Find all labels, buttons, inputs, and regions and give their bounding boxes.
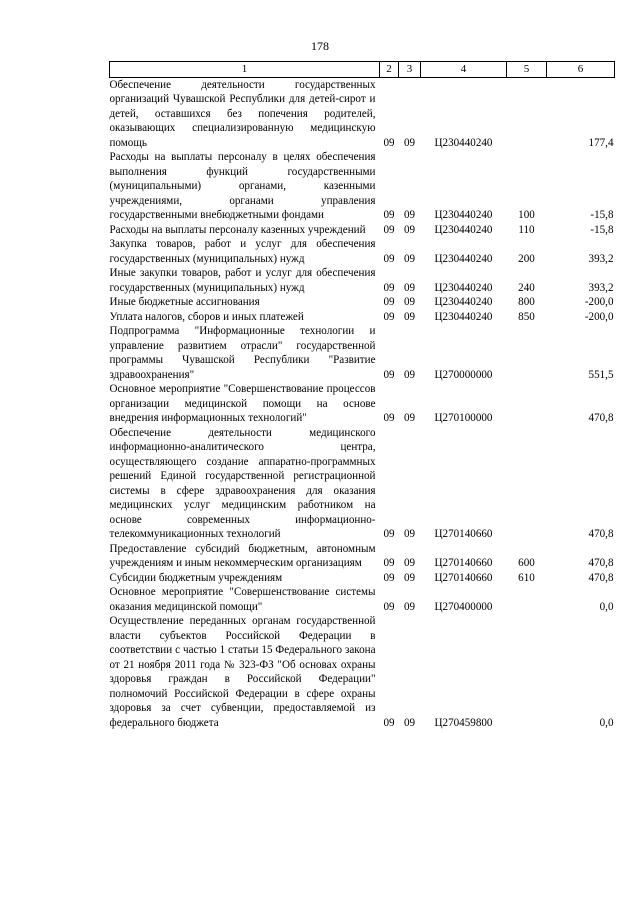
row-expense-type: 600 <box>518 557 535 569</box>
row-subsection: 09 <box>403 557 416 569</box>
row-subsection: 09 <box>403 296 416 308</box>
row-target-code: Ц270100000 <box>434 412 493 424</box>
row-name: Расходы на выплаты персоналу в целях обеспечения выполнения функций государственными (муниципальными) органами, казенными учреждениями, органами управления государственными внебюджетными фондами <box>109 151 376 221</box>
row-amount: 551,5 <box>588 368 614 381</box>
row-target-code: Ц270140660 <box>434 528 493 540</box>
row-amount: -200,0 <box>584 296 614 308</box>
col-header-target-code: 4 <box>421 62 507 78</box>
row-subsection: 09 <box>403 368 416 381</box>
page-number: 178 <box>311 39 329 53</box>
row-name: Субсидии бюджетным учреждениям <box>109 571 283 584</box>
row-target-code: Ц270459800 <box>434 716 493 729</box>
row-name: Закупка товаров, работ и услуг для обеспечения государственных (муниципальных) нужд <box>109 238 376 265</box>
row-subsection: 09 <box>403 412 416 424</box>
row-section: 09 <box>383 716 395 729</box>
row-subsection: 09 <box>403 716 416 729</box>
row-section: 09 <box>383 281 395 294</box>
row-subsection: 09 <box>403 136 416 149</box>
row-name: Подпрограмма "Информационные технологии и управление развитием отрасли" государственной программы Чувашской Республики "Развитие здравоохранения" <box>109 325 376 381</box>
row-expense-type: 850 <box>518 310 535 323</box>
row-section: 09 <box>383 528 395 540</box>
row-expense-type: 100 <box>518 209 535 221</box>
row-expense-type <box>507 77 547 150</box>
row-name: Обеспечение деятельности государственных организаций Чувашской Республики для детей-сирот и детей, оставшихся без попечения родителей, оказывающих специализированную медицинскую помощь <box>109 78 376 149</box>
row-section: 09 <box>383 296 395 308</box>
row-target-code: Ц270140660 <box>434 557 493 569</box>
row-section: 09 <box>383 310 395 323</box>
table-row <box>110 542 615 571</box>
table-row <box>110 266 615 295</box>
row-target-code: Ц230440240 <box>434 252 493 265</box>
table-row <box>110 382 615 426</box>
row-target-code: Ц270140660 <box>434 571 493 584</box>
row-target-code: Ц230440240 <box>434 223 493 236</box>
row-section: 09 <box>383 557 395 569</box>
row-amount: 393,2 <box>588 281 614 294</box>
row-subsection: 09 <box>403 571 416 584</box>
row-subsection: 09 <box>403 223 416 236</box>
row-section: 09 <box>383 412 395 424</box>
table-row <box>110 324 615 382</box>
budget-table <box>109 61 615 730</box>
row-expense-type <box>507 382 547 426</box>
table-row <box>110 585 615 614</box>
table-row <box>110 295 615 310</box>
row-name: Основное мероприятие "Совершенствование системы оказания медицинской помощи" <box>109 586 376 613</box>
row-target-code: Ц270400000 <box>434 600 493 613</box>
row-name: Расходы на выплаты персоналу казенных учреждений <box>109 223 366 236</box>
row-amount: -15,8 <box>590 209 614 221</box>
row-subsection: 09 <box>403 281 416 294</box>
row-amount: 470,8 <box>588 412 614 424</box>
row-amount: 470,8 <box>588 571 614 584</box>
row-expense-type <box>507 614 547 730</box>
table-row <box>110 614 615 730</box>
row-section: 09 <box>383 600 395 613</box>
row-name: Обеспечение деятельности медицинского информационно-аналитического центра, осуществляющего создание аппаратно-программных решений Единой государственной регистрационной системы в сфере здравоохранения для оказания медицинских услуг медицинским работником на основе современных информационно-телекоммуникационных технологий <box>109 426 376 540</box>
row-target-code: Ц230440240 <box>434 136 493 149</box>
row-subsection: 09 <box>403 528 416 540</box>
row-expense-type: 110 <box>518 223 535 236</box>
col-header-name: 1 <box>110 62 380 78</box>
row-expense-type: 800 <box>518 296 535 308</box>
row-name: Иные бюджетные ассигнования <box>109 296 260 308</box>
row-target-code: Ц230440240 <box>434 296 493 308</box>
table-row <box>110 426 615 542</box>
row-target-code: Ц270000000 <box>434 368 493 381</box>
table-row <box>110 237 615 266</box>
row-section: 09 <box>383 571 395 584</box>
row-expense-type <box>507 426 547 542</box>
row-section: 09 <box>383 136 395 149</box>
row-amount: 177,4 <box>588 136 614 149</box>
row-amount: -15,8 <box>590 223 614 236</box>
table-row <box>110 223 615 238</box>
row-section: 09 <box>383 368 395 381</box>
row-expense-type: 200 <box>518 252 535 265</box>
col-header-amount: 6 <box>547 62 615 78</box>
col-header-subsection: 3 <box>399 62 421 78</box>
table-row <box>110 310 615 325</box>
row-name: Осуществление переданных органам государственной власти субъектов Российской Федерации в соответствии с частью 1 статьи 15 Федерального закона от 21 ноября 2011 года № 323-ФЗ "Об основах охраны здоровья граждан в Российской Федерации" полномочий Российской Федерации в сфере охраны здоровья за счет субвенции, предоставляемой из федерального бюджета <box>109 615 376 729</box>
row-target-code: Ц230440240 <box>434 209 493 221</box>
row-target-code: Ц230440240 <box>434 281 493 294</box>
col-header-section: 2 <box>380 62 399 78</box>
row-expense-type <box>507 585 547 614</box>
table-row <box>110 150 615 223</box>
row-amount: 0,0 <box>599 716 614 729</box>
row-expense-type <box>507 324 547 382</box>
row-subsection: 09 <box>403 252 416 265</box>
table-body <box>110 77 615 730</box>
row-amount: 0,0 <box>599 600 614 613</box>
row-subsection: 09 <box>403 600 416 613</box>
row-expense-type: 240 <box>518 281 535 294</box>
table-header <box>110 62 615 78</box>
row-amount: 393,2 <box>588 252 614 265</box>
table-row <box>110 77 615 150</box>
row-section: 09 <box>383 252 395 265</box>
table-row <box>110 571 615 586</box>
row-name: Уплата налогов, сборов и иных платежей <box>109 310 304 323</box>
row-section: 09 <box>383 223 395 236</box>
row-name: Предоставление субсидий бюджетным, автономным учреждениям и иным некоммерческим организациям <box>109 542 376 569</box>
row-name: Иные закупки товаров, работ и услуг для обеспечения государственных (муниципальных) нужд <box>109 267 376 294</box>
row-target-code: Ц230440240 <box>434 310 493 323</box>
row-subsection: 09 <box>403 209 416 221</box>
row-amount: -200,0 <box>584 310 614 323</box>
row-name: Основное мероприятие "Совершенствование процессов организации медицинской помощи на основе внедрения информационных технологий" <box>109 383 376 424</box>
row-amount: 470,8 <box>588 557 614 569</box>
row-amount: 470,8 <box>588 528 614 540</box>
row-subsection: 09 <box>403 310 416 323</box>
row-section: 09 <box>383 209 395 221</box>
col-header-expense-type: 5 <box>507 62 547 78</box>
row-expense-type: 610 <box>518 571 535 584</box>
